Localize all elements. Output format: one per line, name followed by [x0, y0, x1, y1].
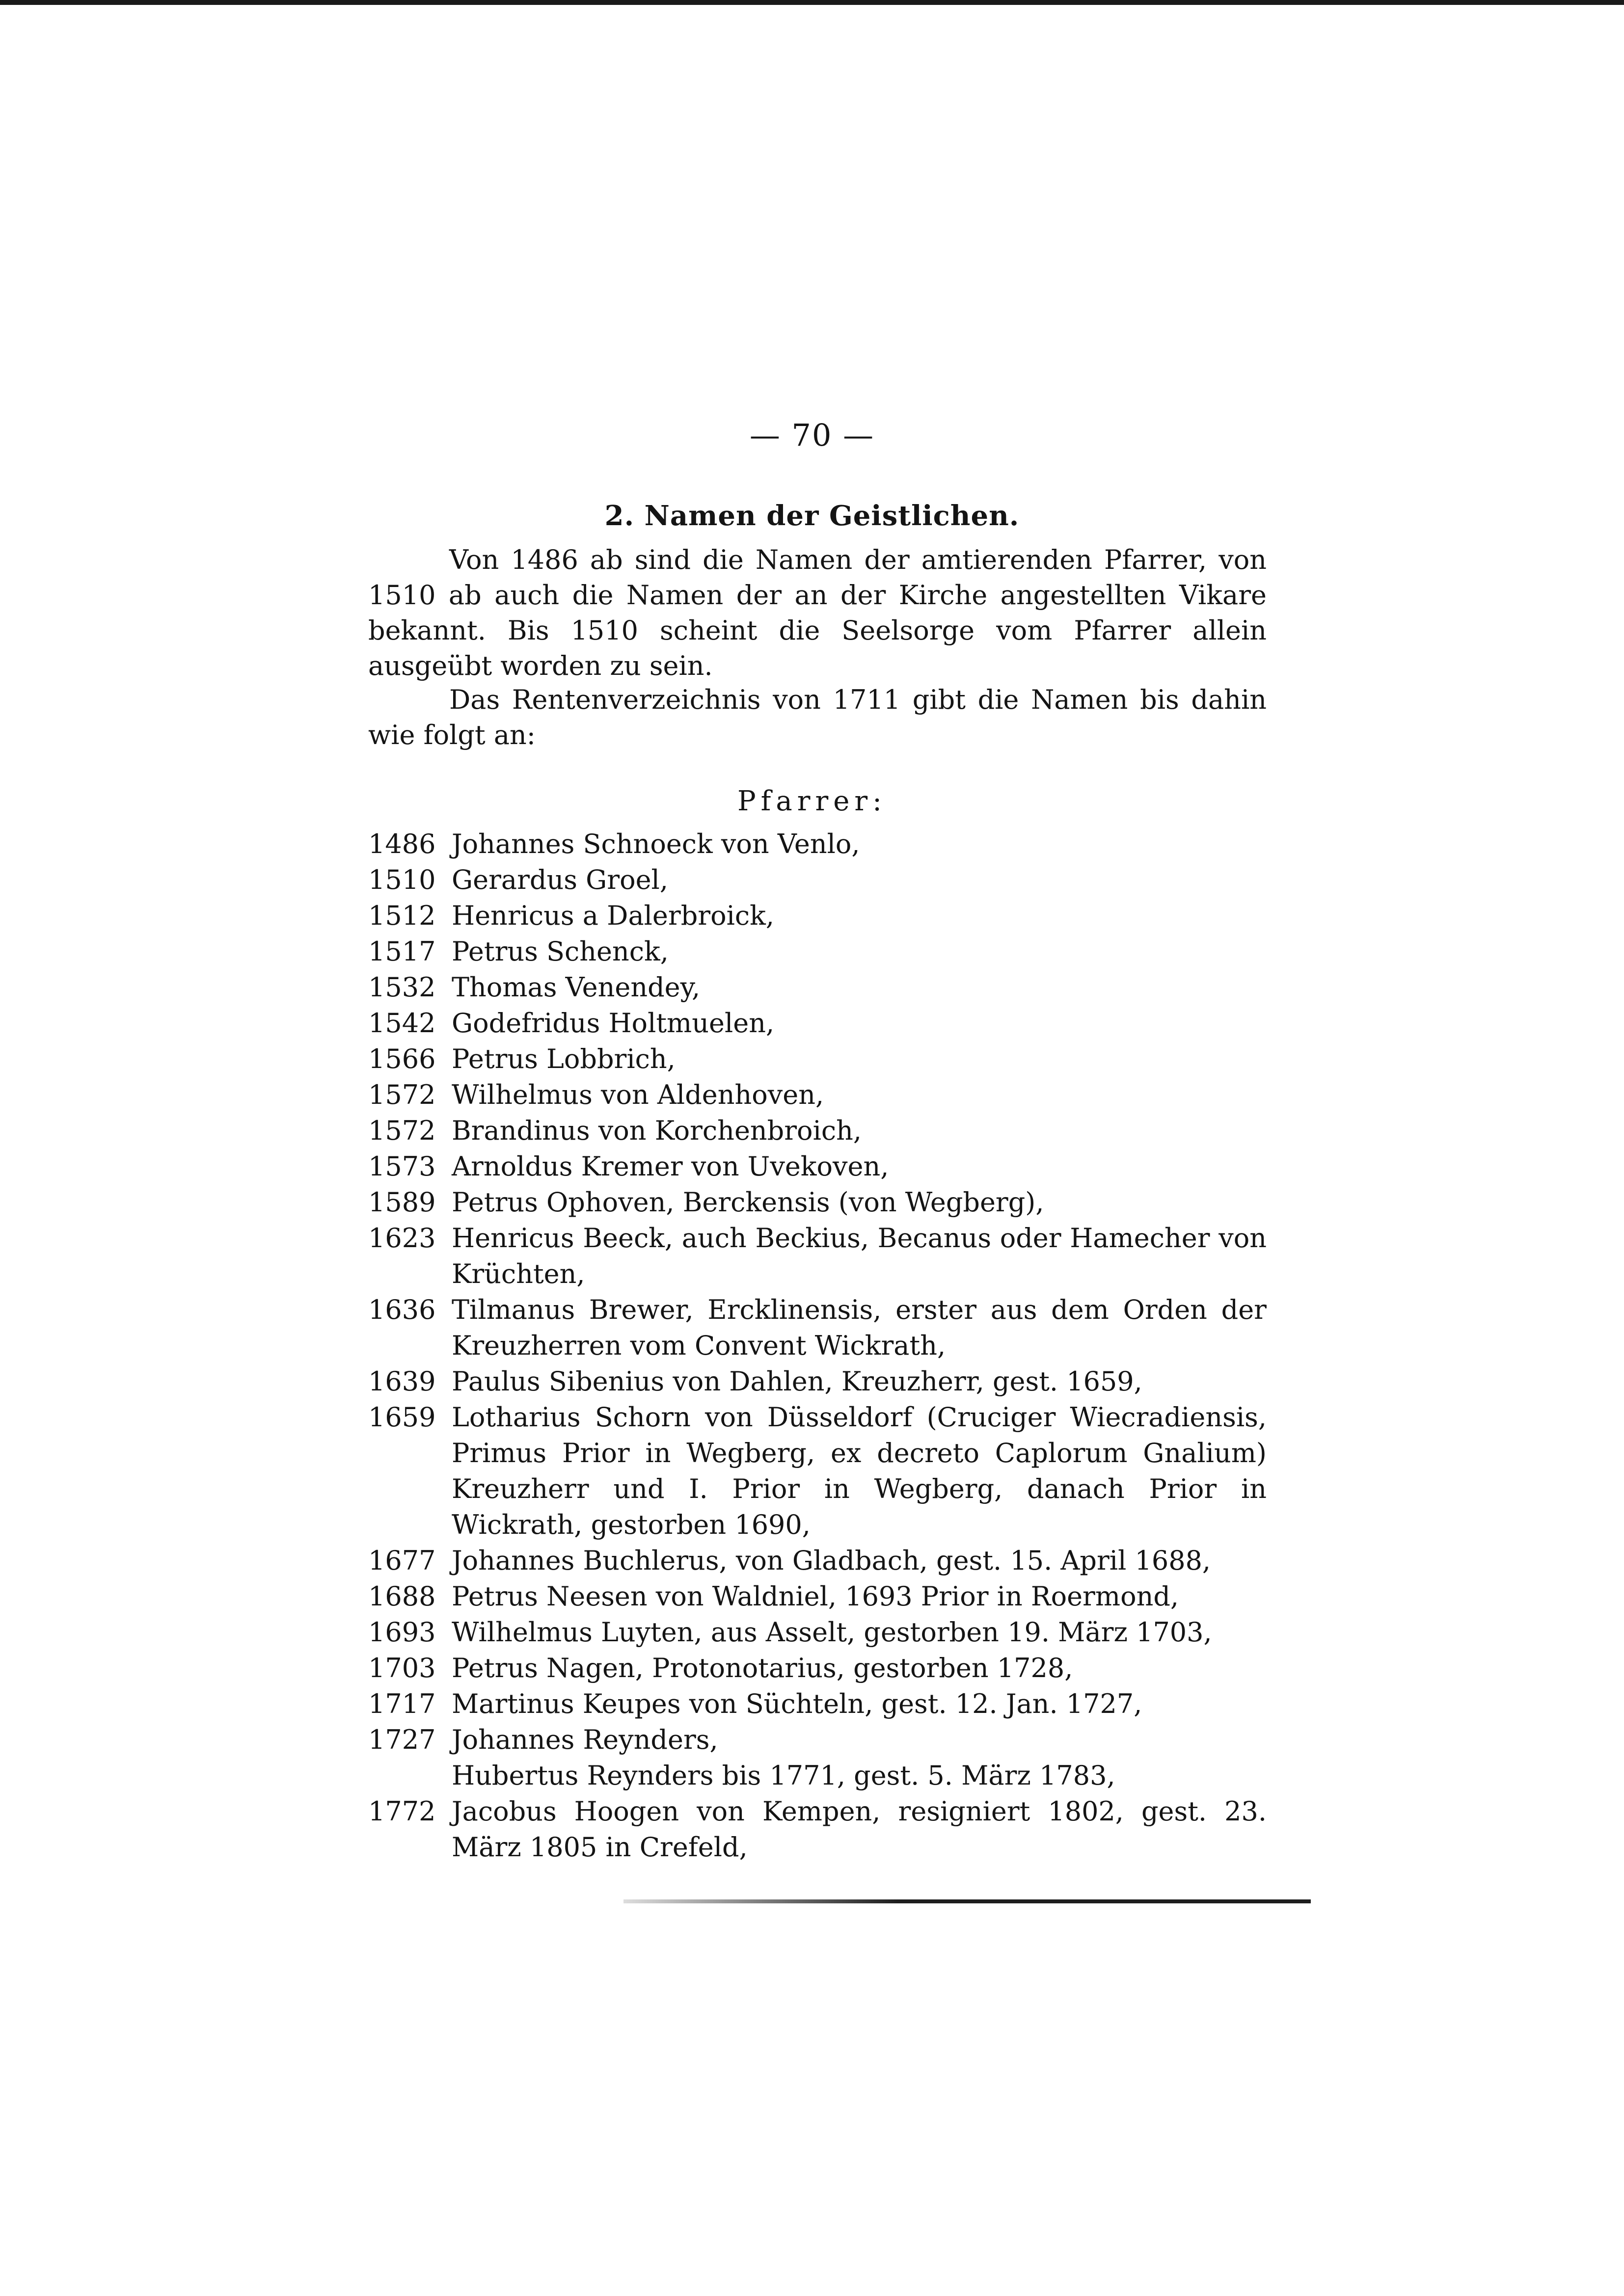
entry-text: Wilhelmus von Aldenhoven, [452, 1079, 824, 1110]
entry-text: Petrus Ophoven, Berckensis (von Wegberg), [452, 1187, 1044, 1218]
pastor-list [368, 826, 1267, 1865]
list-item [368, 1399, 1267, 1543]
list-item [368, 1650, 1267, 1686]
entry-text: Brandinus von Korchenbroich, [452, 1115, 862, 1146]
entry-text: Wilhelmus Luyten, aus Asselt, gestorben 19. März 1703, [452, 1617, 1212, 1648]
entry-year: 1566 [368, 1043, 436, 1074]
list-item [368, 1292, 1267, 1363]
entry-year: 1572 [368, 1115, 436, 1146]
entry-year: 1717 [368, 1688, 436, 1719]
list-item [368, 1148, 1267, 1184]
entry-text: Gerardus Groel, [452, 864, 668, 895]
entry-year: 1573 [368, 1151, 436, 1182]
page-number: — 70 — [749, 417, 875, 453]
list-item [368, 1220, 1267, 1292]
entry-year: 1486 [368, 828, 436, 859]
entry-text: Johannes Reynders, [452, 1724, 718, 1755]
list-item [368, 1793, 1267, 1865]
list-item [368, 934, 1267, 969]
entry-text: Tilmanus Brewer, Ercklinensis, erster aus dem Orden der Kreuzherren vom Convent Wickrath, [452, 1294, 1267, 1361]
list-item [368, 1363, 1267, 1399]
list-item [368, 1005, 1267, 1041]
entry-year: 1636 [368, 1294, 436, 1325]
scan-top-border [0, 0, 1624, 5]
entry-year: 1772 [368, 1796, 436, 1827]
intro-paragraph-2: Das Rentenverzeichnis von 1711 gibt die Namen bis dahin wie folgt an: [368, 684, 1267, 750]
entry-year [368, 1758, 452, 1793]
entry-text: Thomas Venendey, [452, 972, 701, 1003]
intro-paragraph-1: Von 1486 ab sind die Namen der amtierenden Pfarrer, von 1510 ab auch die Namen der an der Kirche angestellten Vikare bekannt. Bis 1510 scheint die Seelsorge vom Pfarrer allein ausgeübt worden zu sein. [368, 544, 1267, 681]
entry-text: Jacobus Hoogen von Kempen, resigniert 1802, gest. 23. März 1805 in Crefeld, [452, 1796, 1267, 1863]
list-item [368, 1686, 1267, 1722]
entry-text: Johannes Buchlerus, von Gladbach, gest. 15. April 1688, [452, 1545, 1211, 1576]
entry-text: Hubertus Reynders bis 1771, gest. 5. März 1783, [452, 1760, 1115, 1791]
entry-text: Henricus Beeck, auch Beckius, Becanus oder Hamecher von Krüchten, [452, 1223, 1267, 1289]
entry-text: Lotharius Schorn von Düsseldorf (Cruciger Wiecradiensis, Primus Prior in Wegberg, ex decreto Caplorum Gnalium) Kreuzherr und I. Prior in Wegberg, danach Prior in Wickrath, gestorben 1690, [452, 1402, 1267, 1540]
entry-text: Johannes Schnoeck von Venlo, [452, 828, 860, 859]
entry-year: 1517 [368, 936, 436, 967]
list-item [368, 1041, 1267, 1077]
entry-year: 1693 [368, 1617, 436, 1648]
entry-text: Martinus Keupes von Süchteln, gest. 12. Jan. 1727, [452, 1688, 1142, 1719]
list-item [368, 1722, 1267, 1758]
list-item [368, 1543, 1267, 1578]
entry-year: 1677 [368, 1545, 436, 1576]
section-heading: 2. Namen der Geistlichen. [604, 500, 1020, 532]
entry-year: 1542 [368, 1008, 436, 1039]
list-item [368, 1184, 1267, 1220]
entry-year: 1703 [368, 1653, 436, 1683]
list-item [368, 1113, 1267, 1148]
entry-year: 1623 [368, 1223, 436, 1254]
entry-text: Henricus a Dalerbroick, [452, 900, 774, 931]
entry-year: 1688 [368, 1581, 436, 1612]
list-item [368, 969, 1267, 1005]
list-item [368, 898, 1267, 934]
entry-year: 1639 [368, 1366, 436, 1397]
entry-year: 1659 [368, 1402, 436, 1433]
entry-text: Petrus Lobbrich, [452, 1043, 676, 1074]
closing-rule [623, 1899, 1311, 1903]
list-heading: Pfarrer: [737, 785, 887, 817]
entry-text: Petrus Nagen, Protonotarius, gestorben 1728, [452, 1653, 1073, 1683]
list-item [368, 826, 1267, 862]
list-item [368, 1758, 1267, 1793]
entry-year: 1510 [368, 864, 436, 895]
entry-text: Arnoldus Kremer von Uvekoven, [452, 1151, 889, 1182]
list-item [368, 1614, 1267, 1650]
entry-year: 1589 [368, 1187, 436, 1218]
entry-year: 1727 [368, 1724, 436, 1755]
entry-text: Petrus Neesen von Waldniel, 1693 Prior in Roermond, [452, 1581, 1179, 1612]
list-item [368, 1077, 1267, 1113]
entry-year: 1512 [368, 900, 436, 931]
entry-year: 1532 [368, 972, 436, 1003]
entry-year: 1572 [368, 1079, 436, 1110]
entry-text: Petrus Schenck, [452, 936, 669, 967]
entry-text: Paulus Sibenius von Dahlen, Kreuzherr, gest. 1659, [452, 1366, 1142, 1397]
list-item [368, 862, 1267, 898]
entry-text: Godefridus Holtmuelen, [452, 1008, 775, 1039]
list-item [368, 1578, 1267, 1614]
